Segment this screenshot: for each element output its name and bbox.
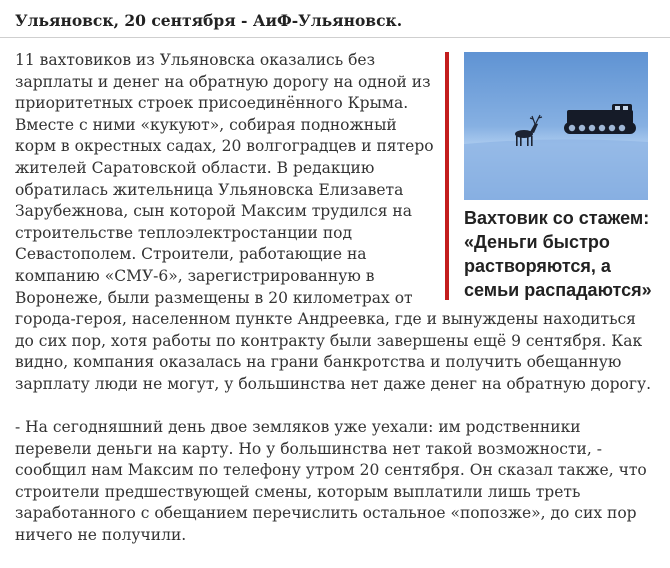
header-divider bbox=[0, 37, 670, 38]
related-article-title[interactable]: Вахтовик со стажем: «Деньги быстро растворяются, а семьи распадаются» bbox=[464, 208, 652, 300]
article-body bbox=[15, 50, 655, 568]
related-article-photo[interactable] bbox=[464, 52, 648, 200]
related-article-card[interactable] bbox=[445, 52, 655, 300]
article-paragraph: - На сегодняшний день двое земляков уже уехали: им родственники перевели деньги на карту. Но у большинства нет такой возможности, - сообщил нам Максим по телефону утром 20 сентября. Он сказал также, что строители предшествующей смены, которым выплатили лишь треть заработанного с обещанием перечислить остальное «попозже», до сих пор ничего не получили. bbox=[15, 418, 647, 545]
article-dateline: Ульяновск, 20 сентября - АиФ-Ульяновск. bbox=[15, 11, 403, 30]
article-paragraph: 11 вахтовиков из Ульяновска оказались без зарплаты и денег на обратную дорогу на одной из приоритетных строек присоединённого Крыма. Вместе с ними «кукуют», собирая подножный корм в окрестных садах, 20 волгоградцев и пятеро жителей Саратовской области. В редакцию обратилась жительница Ульяновска Елизавета Зарубежнова, сын которой Максим трудился на строительстве теплоэлектростанции под Севастополем. Строители, работающие на компанию «СМУ-6», зарегистрированную в Воронеже, были размещены в 20 километрах от города-героя, населенном пункте Андреевка, где и вынуждены находиться до сих пор, хотя работы по контракту были завершены ещё 9 сентября. Как видно, компания оказалась на грани банкротства и получить обещанную зарплату люди не могут, у большинства нет даже денег на обратную дорогу. bbox=[15, 51, 651, 393]
